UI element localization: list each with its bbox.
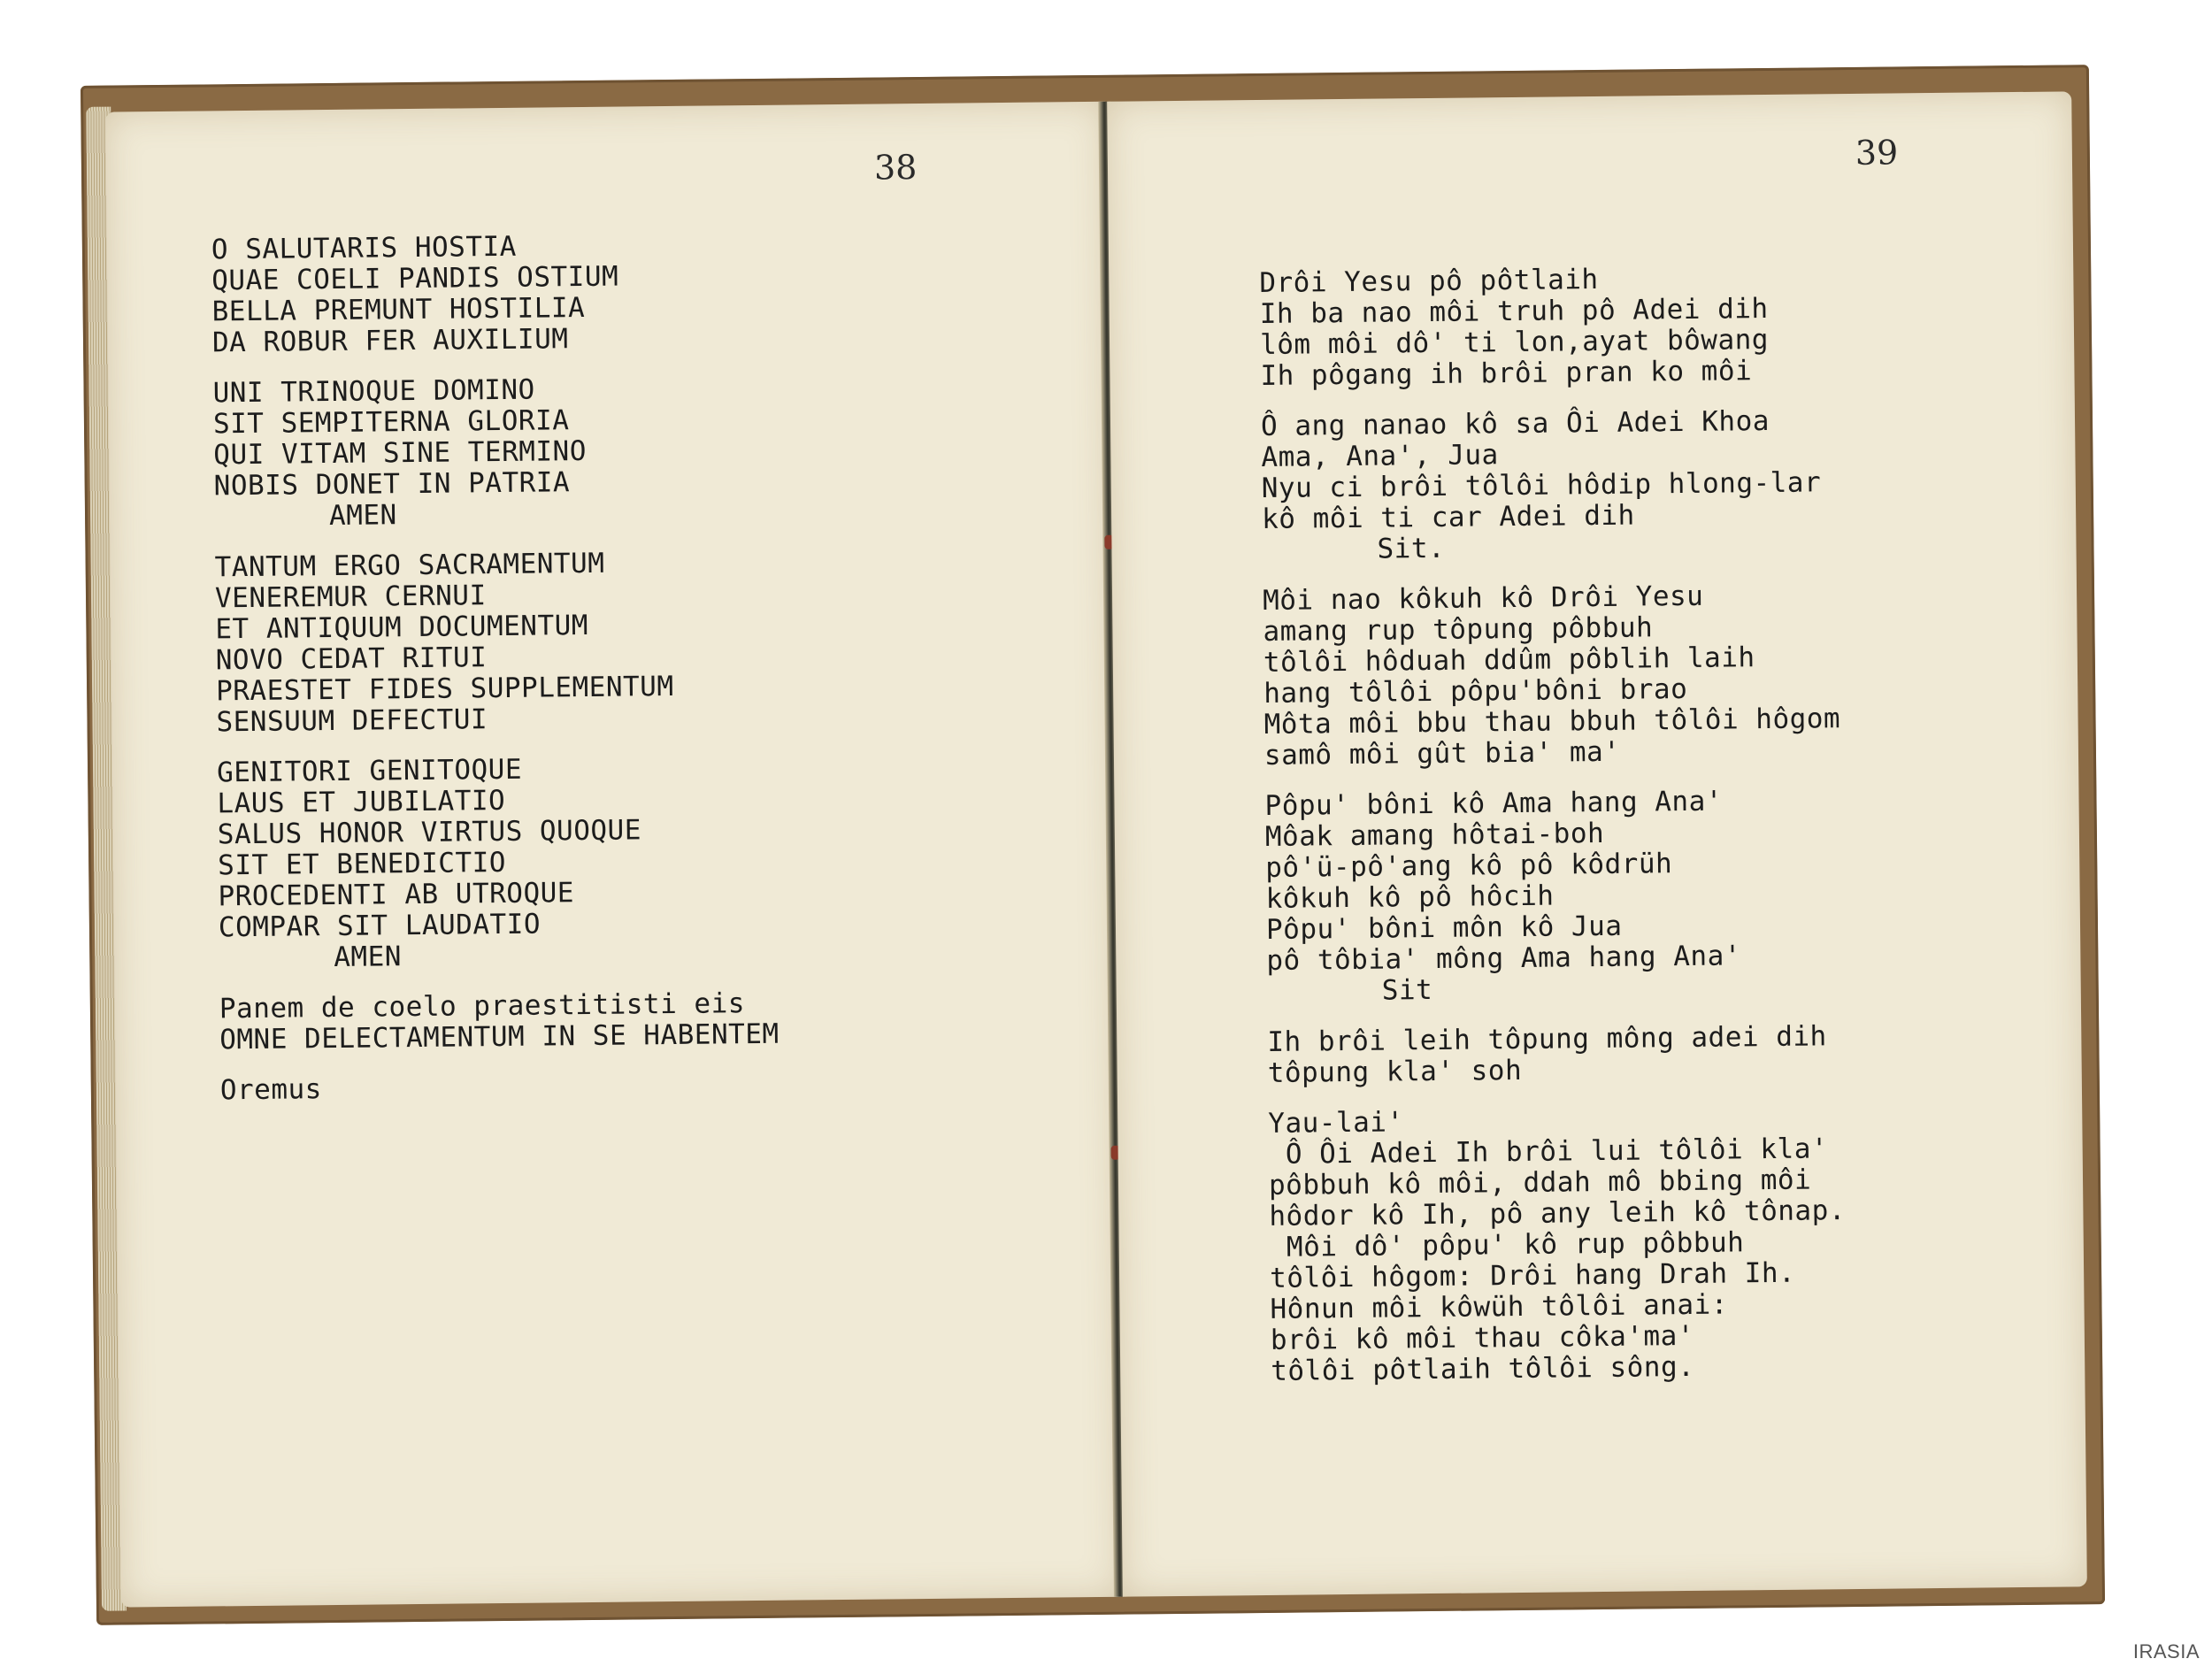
text-line: Ô ang nanao kô sa Ôi Adei Khoa	[1260, 404, 1770, 442]
text-line: Môi nao kôkuh kô Drôi Yesu	[1262, 580, 1704, 617]
text-line: Hônun môi kôwüh tôlôi anai:	[1270, 1288, 1729, 1325]
stanza	[220, 1070, 780, 1107]
stanza	[219, 988, 780, 1056]
text-line: pô'ü-pô'ang kô pô kôdrüh	[1265, 848, 1673, 884]
text-line: Môak amang hôtai-boh	[1264, 817, 1605, 853]
text-line: AMEN	[328, 499, 397, 533]
text-line: Yau-lai'	[1268, 1106, 1404, 1140]
stanza	[1267, 1021, 1844, 1089]
left-page-text	[211, 229, 780, 1126]
stanza	[1259, 262, 1837, 392]
text-line: Pôpu' bôni môn kô Jua	[1265, 910, 1623, 946]
text-line: SIT SEMPITERNA GLORIA	[212, 404, 570, 441]
text-line: lôm môi dô' ti lon,ayat bôwang	[1259, 323, 1770, 361]
text-line: AMEN	[334, 941, 403, 973]
text-line: Sit	[1381, 973, 1433, 1007]
text-line: NOVO CEDAT RITUI	[215, 641, 488, 677]
text-line: QUAE COELI PANDIS OSTIUM	[211, 260, 619, 297]
text-line: VENEREMUR CERNUI	[214, 580, 487, 615]
text-line: PROCEDENTI AB UTROQUE	[218, 877, 575, 913]
text-line: GENITORI GENITOQUE	[216, 753, 523, 789]
text-line: Nyu ci brôi tôlôi hôdip hlong-lar	[1261, 466, 1822, 504]
right-page	[1107, 91, 2087, 1596]
text-line: Drôi Yesu pô pôtlaih	[1259, 263, 1599, 299]
text-line: DA ROBUR FER AUXILIUM	[211, 323, 569, 359]
text-line: O SALUTARIS HOSTIA	[211, 230, 518, 266]
text-line: Môi dô' pôpu' kô rup pôbbuh	[1269, 1226, 1745, 1263]
text-line: tôpung kla' soh	[1267, 1054, 1523, 1089]
text-line: ET ANTIQUUM DOCUMENTUM	[215, 609, 589, 646]
text-line: kô môi ti car Adei dih	[1261, 499, 1635, 535]
text-line: UNI TRINOQUE DOMINO	[212, 373, 535, 410]
text-line: Ih pôgang ih brôi pran ko môi	[1260, 355, 1753, 392]
text-line: amang rup tôpung pôbbuh	[1263, 611, 1654, 648]
text-line: COMPAR SIT LAUDATIO	[218, 908, 541, 944]
text-line: Sit.	[1377, 532, 1446, 565]
text-line: SALUS HONOR VIRTUS QUOQUE	[217, 814, 642, 851]
stanza	[1268, 1102, 1847, 1387]
text-line: tôlôi pôtlaih tôlôi sông.	[1271, 1350, 1695, 1387]
text-line: PRAESTET FIDES SUPPLEMENTUM	[215, 670, 674, 708]
right-page-text	[1259, 262, 1847, 1407]
text-line: BELLA PREMUNT HOSTILIA	[211, 291, 586, 328]
left-page	[105, 102, 1121, 1608]
stanza	[1263, 580, 1841, 772]
text-line: Ama, Ana', Jua	[1261, 439, 1499, 473]
text-line: LAUS ET JUBILATIO	[217, 784, 506, 820]
watermark: IRASIA	[2132, 1640, 2200, 1662]
text-line: hang tôlôi pôpu'bôni brao	[1263, 672, 1688, 710]
text-line: kôkuh kô pô hôcih	[1265, 879, 1555, 915]
text-line: SENSUUM DEFECTUI	[216, 703, 488, 739]
text-line: SIT ET BENEDICTIO	[218, 846, 507, 882]
text-line: pôbbuh kô môi, ddah mô bbing môi	[1268, 1163, 1812, 1202]
text-line: Panem de coelo praestitisti eis	[219, 987, 746, 1025]
text-line: Pôpu' bôni kô Ama hang Ana'	[1264, 785, 1724, 822]
page-number-left: 38	[873, 148, 918, 188]
text-line: Ih ba nao môi truh pô Adei dih	[1259, 292, 1769, 330]
text-line: Ih brôi leih tôpung mông adei dih	[1267, 1020, 1827, 1058]
text-line: NOBIS DONET IN PATRIA	[213, 466, 571, 503]
stanza	[212, 372, 773, 534]
text-line: TANTUM ERGO SACRAMENTUM	[214, 547, 605, 584]
text-line: samô môi gût bia' ma'	[1263, 735, 1621, 772]
text-line: Môta môi bbu thau bbuh tôlôi hôgom	[1263, 703, 1841, 741]
text-line: Ô Ôi Adei Ih brôi lui tôlôi kla'	[1268, 1133, 1829, 1171]
text-line: Oremus	[219, 1073, 323, 1107]
text-line: QUI VITAM SINE TERMINO	[213, 434, 588, 472]
text-line: brôi kô môi thau côka'ma'	[1270, 1319, 1695, 1356]
stanza	[211, 229, 772, 359]
stanza	[217, 752, 779, 975]
text-line: tôlôi hôgom: Drôi hang Drah Ih.	[1269, 1256, 1796, 1294]
stanza	[1261, 405, 1839, 566]
text-line: OMNE DELECTAMENTUM IN SE HABENTEM	[219, 1017, 780, 1056]
stanza	[214, 547, 776, 739]
page-number-right: 39	[1855, 133, 1899, 173]
text-line: tôlôi hôduah ddûm pôblih laih	[1263, 641, 1755, 679]
text-line: hôdor kô Ih, pô any leih kô tônap.	[1269, 1194, 1847, 1232]
text-line: pô tôbia' mông Ama hang Ana'	[1266, 940, 1742, 977]
stanza	[1264, 785, 1843, 1008]
open-book	[81, 65, 2105, 1625]
